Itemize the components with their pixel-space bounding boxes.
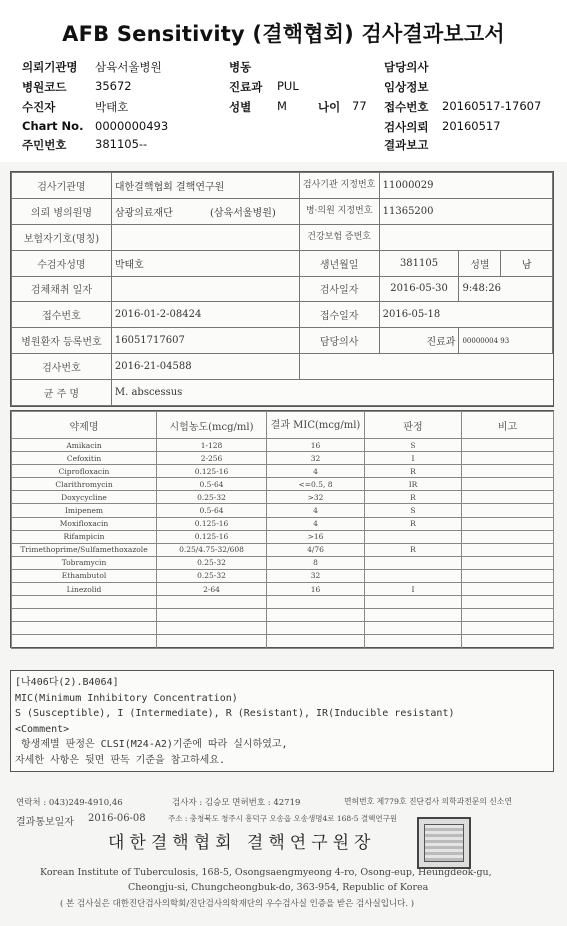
req-org-desig-label: 병·의원 지정번호	[299, 198, 379, 224]
drug-concentration: 0.125-16	[157, 530, 267, 543]
drug-concentration	[157, 609, 267, 622]
drug-row	[12, 530, 554, 543]
report-date-label: 결과통보일자	[16, 817, 74, 828]
test-org-value: 대한결핵협회 결핵연구원	[111, 173, 299, 199]
test-request-value: 20160517	[442, 119, 501, 133]
drug-name: Clarithromycin	[12, 478, 157, 491]
test-time-value: 9:48:26	[459, 276, 553, 302]
req-org-label: 의뢰 병의원명	[12, 198, 112, 224]
drug-name: Imipenem	[12, 504, 157, 517]
drug-interpretation: R	[365, 543, 462, 556]
drug-name	[12, 596, 157, 609]
test-org-label: 검사기관명	[12, 173, 112, 199]
drug-remarks	[462, 556, 554, 569]
drug-row	[12, 478, 554, 491]
collection-date-value	[111, 276, 299, 302]
dept-form-label: 진료과	[379, 328, 459, 354]
sex-form-label: 성별	[459, 250, 501, 276]
certification-text: ( 본 검사실은 대한진단검사의학회/진단검사의학재단의 우수검사실 인증을 받은 검사실입니다. )	[60, 899, 415, 909]
drug-interpretation	[365, 556, 462, 569]
drug-remarks	[462, 478, 554, 491]
age-label: 나이	[318, 100, 341, 114]
test-no-label: 검사번호	[12, 354, 112, 380]
inspector-text: 검사자 : 김승모 면허번호 : 42719	[172, 798, 301, 808]
age-value: 77	[352, 99, 367, 113]
drug-interpretation	[365, 596, 462, 609]
receipt-date-label: 접수일자	[299, 302, 379, 328]
test-date-label: 검사일자	[299, 276, 379, 302]
reg-no-value: 16051717607	[111, 328, 299, 354]
resident-no-value: 381105--	[95, 137, 148, 151]
test-org-desig-label: 검사기관 지정번호	[299, 173, 379, 199]
sex-label: 성별	[229, 100, 252, 114]
comment-line-2: 자세한 사항은 뒷면 판독 기준을 참고하세요.	[15, 754, 226, 766]
drug-remarks	[462, 583, 554, 596]
drug-remarks	[462, 635, 554, 648]
receipt-value: 2016-01-2-08424	[111, 302, 299, 328]
drug-remarks	[462, 569, 554, 582]
drug-row	[12, 543, 554, 556]
comment-legend: S (Susceptible), I (Intermediate), R (Resistant), IR(Inducible resistant)	[15, 708, 455, 719]
drug-concentration: 0.25/4.75-32/608	[157, 543, 267, 556]
drug-mic	[267, 622, 365, 635]
drug-interpretation: S	[365, 439, 462, 452]
drug-name: Ethambutol	[12, 569, 157, 582]
drug-mic: 32	[267, 452, 365, 465]
drug-concentration	[157, 635, 267, 648]
drug-name: Doxycycline	[12, 491, 157, 504]
req-org-desig-value: 11365200	[379, 198, 552, 224]
drug-interpretation: I	[365, 583, 462, 596]
reg-no-label: 병원환자 등록번호	[12, 328, 112, 354]
english-address-2: Cheongju-si, Chungcheongbuk-do, 363-954, Republic of Korea	[128, 882, 429, 893]
drug-name	[12, 622, 157, 635]
contact-text: 연락처 : 043)249-4910,46	[16, 798, 123, 808]
drug-concentration: 0.5-64	[157, 504, 267, 517]
drug-name: Cefoxitin	[12, 452, 157, 465]
drug-interpretation	[365, 569, 462, 582]
drug-row	[12, 556, 554, 569]
drug-mic	[267, 609, 365, 622]
drug-interpretation	[365, 622, 462, 635]
strain-value: M. abscessus	[111, 380, 552, 406]
drug-table-body	[12, 439, 554, 649]
drug-mic: >16	[267, 530, 365, 543]
drug-interpretation	[365, 635, 462, 648]
collector-value: 박태호	[95, 100, 129, 114]
attending-label: 담당의사	[384, 60, 429, 74]
ward-label: 병동	[229, 60, 252, 74]
drug-concentration: 2-64	[157, 583, 267, 596]
drug-row	[12, 491, 554, 504]
drug-remarks	[462, 491, 554, 504]
receipt-label: 접수번호	[12, 302, 112, 328]
drug-concentration: 0.25-32	[157, 556, 267, 569]
drug-remarks	[462, 530, 554, 543]
drug-table-header	[12, 412, 554, 439]
req-org-value: 삼광의료재단	[114, 207, 173, 219]
header-drug-name: 약제명	[12, 412, 157, 439]
drug-mic: 16	[267, 439, 365, 452]
drug-interpretation	[365, 530, 462, 543]
drug-interpretation: IR	[365, 478, 462, 491]
drug-mic: 32	[267, 569, 365, 582]
drug-table	[11, 411, 554, 649]
comment-label: <Comment>	[15, 723, 70, 735]
drug-mic: 4/76	[267, 543, 365, 556]
drug-row	[12, 504, 554, 517]
insured-label: 보험자기호(명칭)	[12, 224, 112, 250]
drug-mic	[267, 596, 365, 609]
drug-remarks	[462, 543, 554, 556]
dept-form-value: 00000004 93	[459, 328, 553, 354]
license-text: 면허번호 제779호 진단검사 의학과전문의 신소연	[344, 797, 512, 806]
drug-row	[12, 583, 554, 596]
drug-row	[12, 452, 554, 465]
drug-interpretation: S	[365, 504, 462, 517]
strain-label: 균 주 명	[12, 380, 112, 406]
drug-name: Linezolid	[12, 583, 157, 596]
drug-name: Ciprofloxacin	[12, 465, 157, 478]
patient-name-value: 박태호	[111, 250, 299, 276]
drug-row	[12, 609, 554, 622]
drug-concentration: 0.125-16	[157, 517, 267, 530]
test-request-label: 검사의뢰	[384, 120, 429, 134]
report-date-value: 2016-06-08	[88, 813, 146, 824]
drug-name: Moxifloxacin	[12, 517, 157, 530]
drug-row	[12, 569, 554, 582]
chart-no-value: 0000000493	[95, 119, 169, 133]
scanned-document	[0, 162, 567, 926]
comment-mic: MIC(Minimum Inhibitory Concentration)	[15, 692, 238, 704]
drug-concentration: 2-256	[157, 452, 267, 465]
english-address-1: Korean Institute of Tuberculosis, 168-5, Osongsaengmyeong 4-ro, Osong-eup, Heungdeok-gu,	[40, 867, 492, 878]
drug-name	[12, 635, 157, 648]
drug-row	[12, 439, 554, 452]
header-interpretation: 판정	[365, 412, 462, 439]
drug-interpretation: R	[365, 517, 462, 530]
drug-mic: >32	[267, 491, 365, 504]
receipt-no-label: 접수번호	[384, 100, 429, 114]
drug-remarks	[462, 452, 554, 465]
drug-name: Tobramycin	[12, 556, 157, 569]
drug-remarks	[462, 517, 554, 530]
sex-form-value: 남	[501, 250, 553, 276]
drug-name: Trimethoprime/Sulfamethoxazole	[12, 543, 157, 556]
drug-mic: 4	[267, 504, 365, 517]
dob-label: 생년월일	[299, 250, 379, 276]
drug-concentration: 0.25-32	[157, 491, 267, 504]
insured-value	[111, 224, 299, 250]
drug-concentration	[157, 596, 267, 609]
hospital-code-value: 35672	[95, 79, 132, 93]
comment-line-1: 항생제별 판정은 CLSI(M24-A2)기준에 따라 실시하였고,	[21, 739, 288, 750]
header-mic: 결과 MIC(mcg/ml)	[267, 412, 365, 439]
drug-row	[12, 622, 554, 635]
dob-value: 381105	[379, 250, 459, 276]
drug-name: Rifampicin	[12, 530, 157, 543]
institution-value: 삼육서울병원	[95, 60, 162, 74]
drug-row	[12, 635, 554, 648]
comment-code: [나406다(2).B4064]	[15, 677, 119, 688]
drug-row	[12, 596, 554, 609]
health-ins-label: 건강보험 증번호	[299, 224, 379, 250]
drug-mic: 16	[267, 583, 365, 596]
info-form-table	[11, 172, 553, 406]
drug-mic: <=0.5, 8	[267, 478, 365, 491]
drug-concentration: 0.25-32	[157, 569, 267, 582]
header-concentration: 시험농도(mcg/ml)	[157, 412, 267, 439]
chart-no-label: Chart No.	[22, 119, 84, 133]
drug-concentration: 1-128	[157, 439, 267, 452]
receipt-no-value: 20160517-17607	[442, 99, 542, 113]
req-org-value2: (삼육서울병원)	[210, 207, 276, 219]
sex-value: M	[277, 99, 287, 113]
test-no-value: 2016-21-04588	[111, 354, 299, 380]
drug-name	[12, 609, 157, 622]
drug-row	[12, 465, 554, 478]
drug-row	[12, 517, 554, 530]
comment-text	[15, 675, 455, 768]
report-title: AFB Sensitivity (결핵협회) 검사결과보고서	[62, 22, 505, 46]
test-date-value: 2016-05-30	[379, 276, 459, 302]
department-value: PUL	[277, 79, 299, 93]
doctor-label: 담당의사	[299, 328, 379, 354]
header-remarks: 비고	[462, 412, 554, 439]
drug-remarks	[462, 609, 554, 622]
institution-label: 의뢰기관명	[22, 60, 78, 74]
hospital-code-label: 병원코드	[22, 80, 67, 94]
test-org-desig-value: 11000029	[379, 173, 552, 199]
drug-concentration: 0.5-64	[157, 478, 267, 491]
drug-remarks	[462, 465, 554, 478]
drug-remarks	[462, 596, 554, 609]
clinical-info-label: 임상정보	[384, 80, 429, 94]
drug-mic: 8	[267, 556, 365, 569]
org-name: 대한결핵협회 결핵연구원장	[108, 833, 376, 853]
patient-name-label: 수검자성명	[12, 250, 112, 276]
drug-name: Amikacin	[12, 439, 157, 452]
drug-concentration	[157, 622, 267, 635]
official-seal	[417, 817, 471, 869]
address-small: 주소 : 충청북도 청주시 흥덕구 오송읍 오송생명4로 168-5 결핵연구원	[168, 814, 398, 823]
drug-remarks	[462, 504, 554, 517]
drug-interpretation	[365, 609, 462, 622]
drug-table-section	[10, 410, 554, 648]
drug-interpretation: R	[365, 491, 462, 504]
comment-box	[10, 670, 554, 772]
collector-label: 수진자	[22, 100, 56, 114]
resident-no-label: 주민번호	[22, 138, 67, 152]
receipt-date-value: 2016-05-18	[379, 302, 552, 328]
department-label: 진료과	[229, 80, 263, 94]
drug-remarks	[462, 439, 554, 452]
collection-date-label: 검체채취 일자	[12, 276, 112, 302]
drug-mic: 4	[267, 517, 365, 530]
drug-concentration: 0.125-16	[157, 465, 267, 478]
info-form	[10, 171, 554, 407]
drug-interpretation: R	[365, 465, 462, 478]
req-org-cell	[111, 198, 299, 224]
drug-mic: 4	[267, 465, 365, 478]
result-report-label: 결과보고	[384, 138, 429, 152]
drug-remarks	[462, 622, 554, 635]
drug-mic	[267, 635, 365, 648]
drug-interpretation: I	[365, 452, 462, 465]
